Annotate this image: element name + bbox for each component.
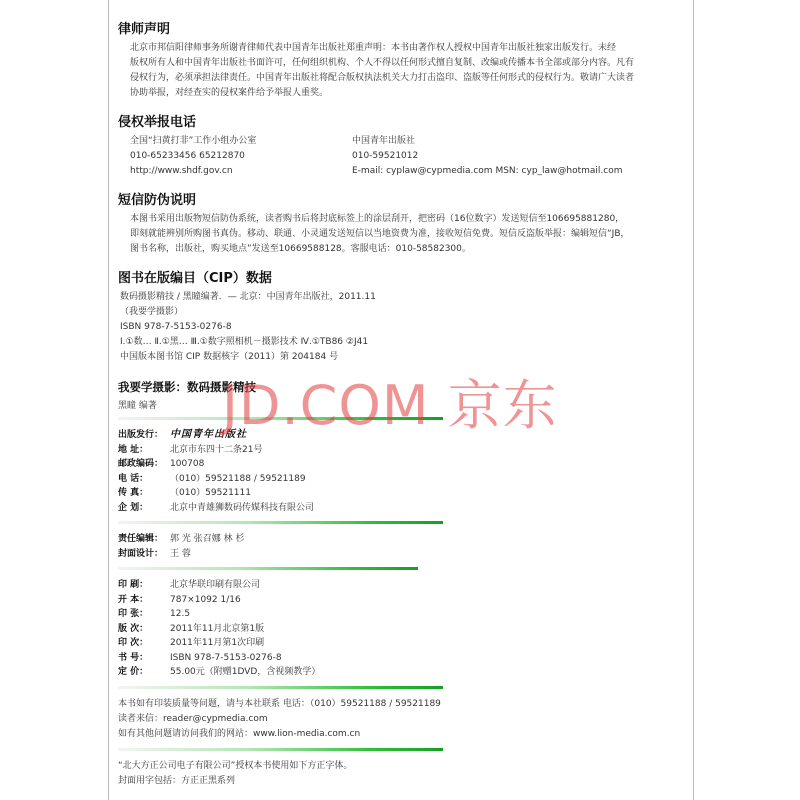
print-block: [118, 578, 678, 680]
green-divider: [118, 567, 418, 570]
report-phone-info: 全国“扫黄打非”工作小组办公室 中国青年出版社 010-65233456 65212870 010-59521012 http://www.shdf.gov.cn E-mail: cyplaw@cypmedia.com MSN: cyp_law@hotmail.com: [130, 136, 623, 176]
green-divider: [118, 521, 443, 524]
book-author: 黑瞳 编著: [118, 401, 157, 411]
green-divider: [118, 748, 443, 751]
impression-row: 印 次： 2011年11月第1次印刷: [118, 638, 265, 648]
cip-title: 图书在版编目（CIP）数据: [118, 271, 272, 286]
cover-design-row: 封面设计： 王 蓉: [118, 548, 191, 559]
postcode-row: 邮政编码： 100708: [118, 459, 205, 469]
sms-anticounterfeit-section: [118, 189, 678, 257]
cip-data: 数码摄影精技 / 黑瞳编著．— 北京：中国青年出版社，2011.11 （我要学摄影） ISBN 978-7-5153-0276-8 Ⅰ.①数… Ⅱ.①黑… Ⅲ.①数字照相机－摄影技术 Ⅳ.①TB86 ②J41 中国版本图书馆 CIP 数据核字（2011）第 204184 号: [120, 292, 376, 362]
lawyer-statement-text: 北京市邦信阳律师事务所谢青律师代表中国青年出版社郑重声明：本书由著作权人授权中国青年出版社独家出版发行。未经 版权所有人和中国青年出版社书面许可，任何组织机构、个人不得以任何形式擅自复制、改编或传播本书全部或部分内容。凡有 侵权行为，必须承担法律责任。中国青年出版社将配合版权执法机关大力打击盗印、盗版等任何形式的侵权行为。敬请广大读者 协助举报，对经查实的侵权案件给予举报人重奖。: [130, 43, 635, 98]
printer-row: 印 刷： 北京华联印刷有限公司: [118, 580, 261, 590]
jd-watermark: JD.COM 京东: [222, 374, 558, 437]
sms-anticounterfeit-title: 短信防伪说明: [118, 193, 197, 208]
lawyer-statement-title: 律师声明: [118, 22, 171, 37]
phone-row: 电 话： （010）59521188 / 59521189: [118, 473, 306, 484]
green-divider: [118, 417, 443, 420]
report-phone-title: 侵权举报电话: [118, 115, 197, 130]
editor-block: [118, 532, 678, 561]
publisher-row: 出版发行： 中国青年出版社: [118, 428, 678, 443]
green-divider: [118, 686, 443, 689]
isbn-row: 书 号： ISBN 978-7-5153-0276-8: [118, 652, 282, 663]
book-title: 我要学摄影：数码摄影精技: [118, 380, 256, 394]
contact-footer: 本书如有印装质量等问题，请与本社联系 电话：（010）59521188 / 59521189 读者来信：reader@cypmedia.com 如有其他问题请访问我们的网站：www.lion-media.com.cn: [118, 698, 441, 739]
price-row: 定 价： 55.00元（附赠1DVD，含视频教学）: [118, 667, 321, 677]
edition-row: 版 次： 2011年11月北京第1版: [118, 623, 265, 634]
editor-row: 责任编辑： 郭 光 张召娜 林 杉: [118, 534, 245, 544]
publisher-logo: 中国青年出版社: [170, 429, 247, 440]
font-license-note: “北大方正公司电子有限公司”授权本书使用如下方正字体。 封面用字包括：方正正黑系列: [118, 760, 353, 786]
address-row: 地 址： 北京市东四十二条21号: [118, 444, 263, 455]
format-row: 开 本： 787×1092 1/16: [118, 594, 241, 605]
report-phone-section: [118, 111, 678, 179]
sms-anticounterfeit-text: 本图书采用出版物短信防伪系统，读者购书后将封底标签上的涂层刮开，把密码（16位数字）发送短信至106695881280， 即刻就能辨别所购图书真伪。移动、联通、小灵通发送短信以当地资费为准，接收短信免费。短信反盗版举报：编辑短信“JB， 图书名称，出版社，购买地点”发送至10669588128。客服电话：010-58582300。: [130, 214, 630, 254]
copyright-page: [118, 18, 678, 789]
publisher-block: [118, 428, 678, 515]
sheets-row: 印 张： 12.5: [118, 609, 191, 619]
lawyer-statement-section: [118, 18, 678, 101]
cip-section: [118, 267, 678, 365]
fax-row: 传 真： （010）59521111: [118, 488, 251, 498]
planning-row: 企 划： 北京中青雄狮数码传媒科技有限公司: [118, 502, 315, 513]
